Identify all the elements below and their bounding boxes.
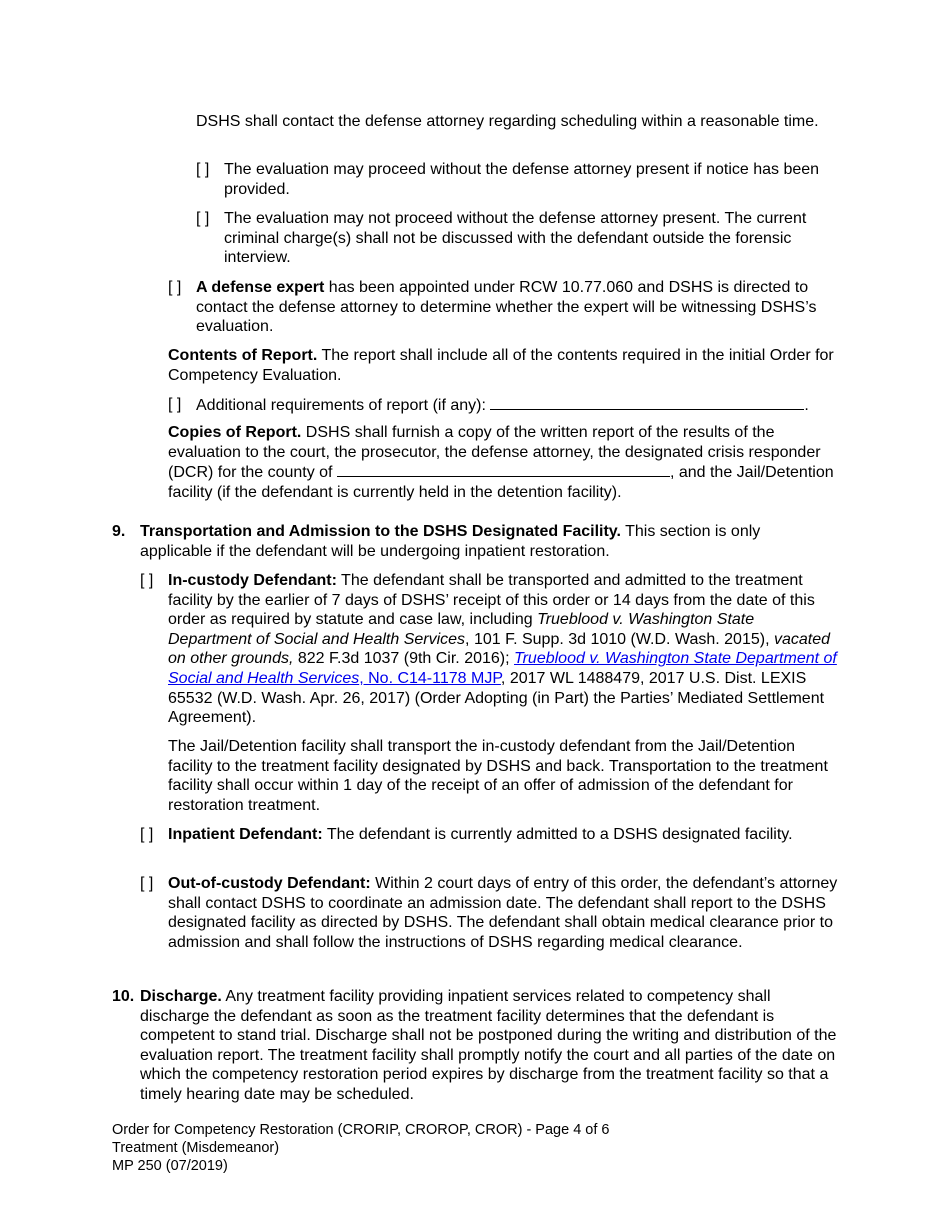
section-10-number: 10. xyxy=(112,988,135,1005)
defense-expert-text: has been appointed under RCW 10.77.060 and DSHS is directed to contact the defense attorney to determine whether the expert will be witnessing DSHS’s evaluation. xyxy=(196,279,817,336)
in-custody-text-2: , 101 F. Supp. 3d 1010 (W.D. Wash. 2015), xyxy=(465,630,774,648)
county-blank[interactable] xyxy=(337,462,670,477)
additional-requirements-end: . xyxy=(804,397,809,414)
in-custody-text-3: 822 F.3d 1037 (9th Cir. 2016); xyxy=(293,650,515,668)
scheduling-paragraph: DSHS shall contact the defense attorney regarding scheduling within a reasonable time. xyxy=(196,113,819,130)
copies-of-report-heading: Copies of Report. xyxy=(168,424,302,441)
inpatient-heading: Inpatient Defendant: xyxy=(168,826,323,843)
in-custody-text-4: , 2017 WL 1488479, 2017 U.S. Dist. LEXIS 65532 (W.D. Wash. Apr. 26, 2017) (Order Adopting (in Part) the Parties’ Mediated Settlement Agreement). xyxy=(168,669,825,727)
trueblood-link-number[interactable]: , No. C14-1178 MJP xyxy=(359,669,501,687)
proceed-option-text: The evaluation may proceed without the defense attorney present if notice has been provided. xyxy=(224,161,820,198)
inpatient-checkbox[interactable]: [ ] xyxy=(140,826,154,843)
page-footer xyxy=(112,1121,609,1175)
vacated-text: vacated on other grounds, xyxy=(168,630,830,668)
out-of-custody-checkbox[interactable]: [ ] xyxy=(140,875,154,892)
additional-requirements-blank[interactable] xyxy=(490,395,804,410)
section-9-intro-text: This section is only applicable if the defendant will be undergoing inpatient restoration. xyxy=(140,523,761,560)
out-of-custody-paragraph xyxy=(168,874,838,952)
footer-form-number: MP 250 (07/2019) xyxy=(112,1158,228,1174)
inpatient-paragraph xyxy=(168,825,808,845)
not-proceed-option-text: The evaluation may not proceed without the defense attorney present. The current criminal charge(s) shall not be discussed with the defendant outside the forensic interview. xyxy=(224,210,807,267)
discharge-paragraph xyxy=(140,987,838,1105)
trueblood-case-citation: Trueblood v. Washington State Department of Social and Health Services xyxy=(168,611,755,648)
copies-of-report-text-end: , and the Jail/Detention facility (if the defendant is currently held in the detention facility). xyxy=(168,464,834,501)
trueblood-link-case[interactable]: Trueblood v. Washington State Department of Social and Health Services xyxy=(168,650,837,687)
defense-expert-heading: A defense expert xyxy=(196,279,325,296)
footer-title: Order for Competency Restoration (CRORIP, CROROP, CROR) - Page 4 of 6 xyxy=(112,1122,610,1138)
not-proceed-checkbox[interactable]: [ ] xyxy=(196,210,210,227)
proceed-checkbox[interactable]: [ ] xyxy=(196,161,210,178)
in-custody-text-1: The defendant shall be transported and admitted to the treatment facility by the earlier of 7 days of DSHS’ receipt of this order or 14 days from the date of this order as required by statute and case law, including xyxy=(168,572,815,629)
footer-subtitle: Treatment (Misdemeanor) xyxy=(112,1140,280,1156)
contents-of-report-paragraph xyxy=(168,346,836,385)
additional-requirements-checkbox[interactable]: [ ] xyxy=(168,396,182,413)
additional-requirements-line xyxy=(196,395,836,416)
copies-of-report-text: DSHS shall furnish a copy of the written report of the results of the evaluation to the court, the prosecutor, the defense attorney, the designated crisis responder (DCR) for the county of xyxy=(168,424,821,482)
in-custody-heading: In-custody Defendant: xyxy=(168,572,337,589)
copies-of-report-paragraph xyxy=(168,423,836,502)
section-9-intro xyxy=(140,522,830,561)
contents-of-report-heading: Contents of Report. xyxy=(168,347,318,364)
out-of-custody-text: Within 2 court days of entry of this order, the defendant’s attorney shall contact DSHS to coordinate an admission date. The defendant shall report to the DSHS designated facility as directed by DSHS. The defendant shall obtain medical clearance prior to admission and shall follow the instructions of DSHS regarding medical clearance. xyxy=(168,875,838,951)
defense-expert-checkbox[interactable]: [ ] xyxy=(168,279,182,296)
inpatient-text: The defendant is currently admitted to a DSHS designated facility. xyxy=(322,826,793,843)
discharge-heading: Discharge. xyxy=(140,988,222,1005)
contents-of-report-text: The report shall include all of the contents required in the initial Order for Competency Evaluation. xyxy=(168,347,834,384)
section-9-heading: Transportation and Admission to the DSHS Designated Facility. xyxy=(140,523,621,540)
discharge-text: Any treatment facility providing inpatient services related to competency shall discharge the defendant as soon as the treatment facility determines that the defendant is competent to stand trial. Discharge shall not be postponed during the writing and distribution of the evaluation report. The treatment facility shall promptly notify the court and all parties of the date on which the competency restoration period expires by discharge from the treatment facility so that a timely hearing date may be scheduled. xyxy=(140,988,837,1103)
defense-expert-paragraph xyxy=(196,278,836,337)
additional-requirements-label: Additional requirements of report (if any): xyxy=(196,397,491,414)
out-of-custody-heading: Out-of-custody Defendant: xyxy=(168,875,371,892)
in-custody-paragraph xyxy=(168,571,840,728)
in-custody-checkbox[interactable]: [ ] xyxy=(140,572,154,589)
jail-transport-paragraph: The Jail/Detention facility shall transport the in-custody defendant from the Jail/Detention facility to the treatment facility designated by DSHS and back. Transportation to the treatment facility shall occur within 1 day of the receipt of an offer of admission of the defendant for restoration treatment. xyxy=(168,738,828,814)
section-9-number: 9. xyxy=(112,523,126,540)
